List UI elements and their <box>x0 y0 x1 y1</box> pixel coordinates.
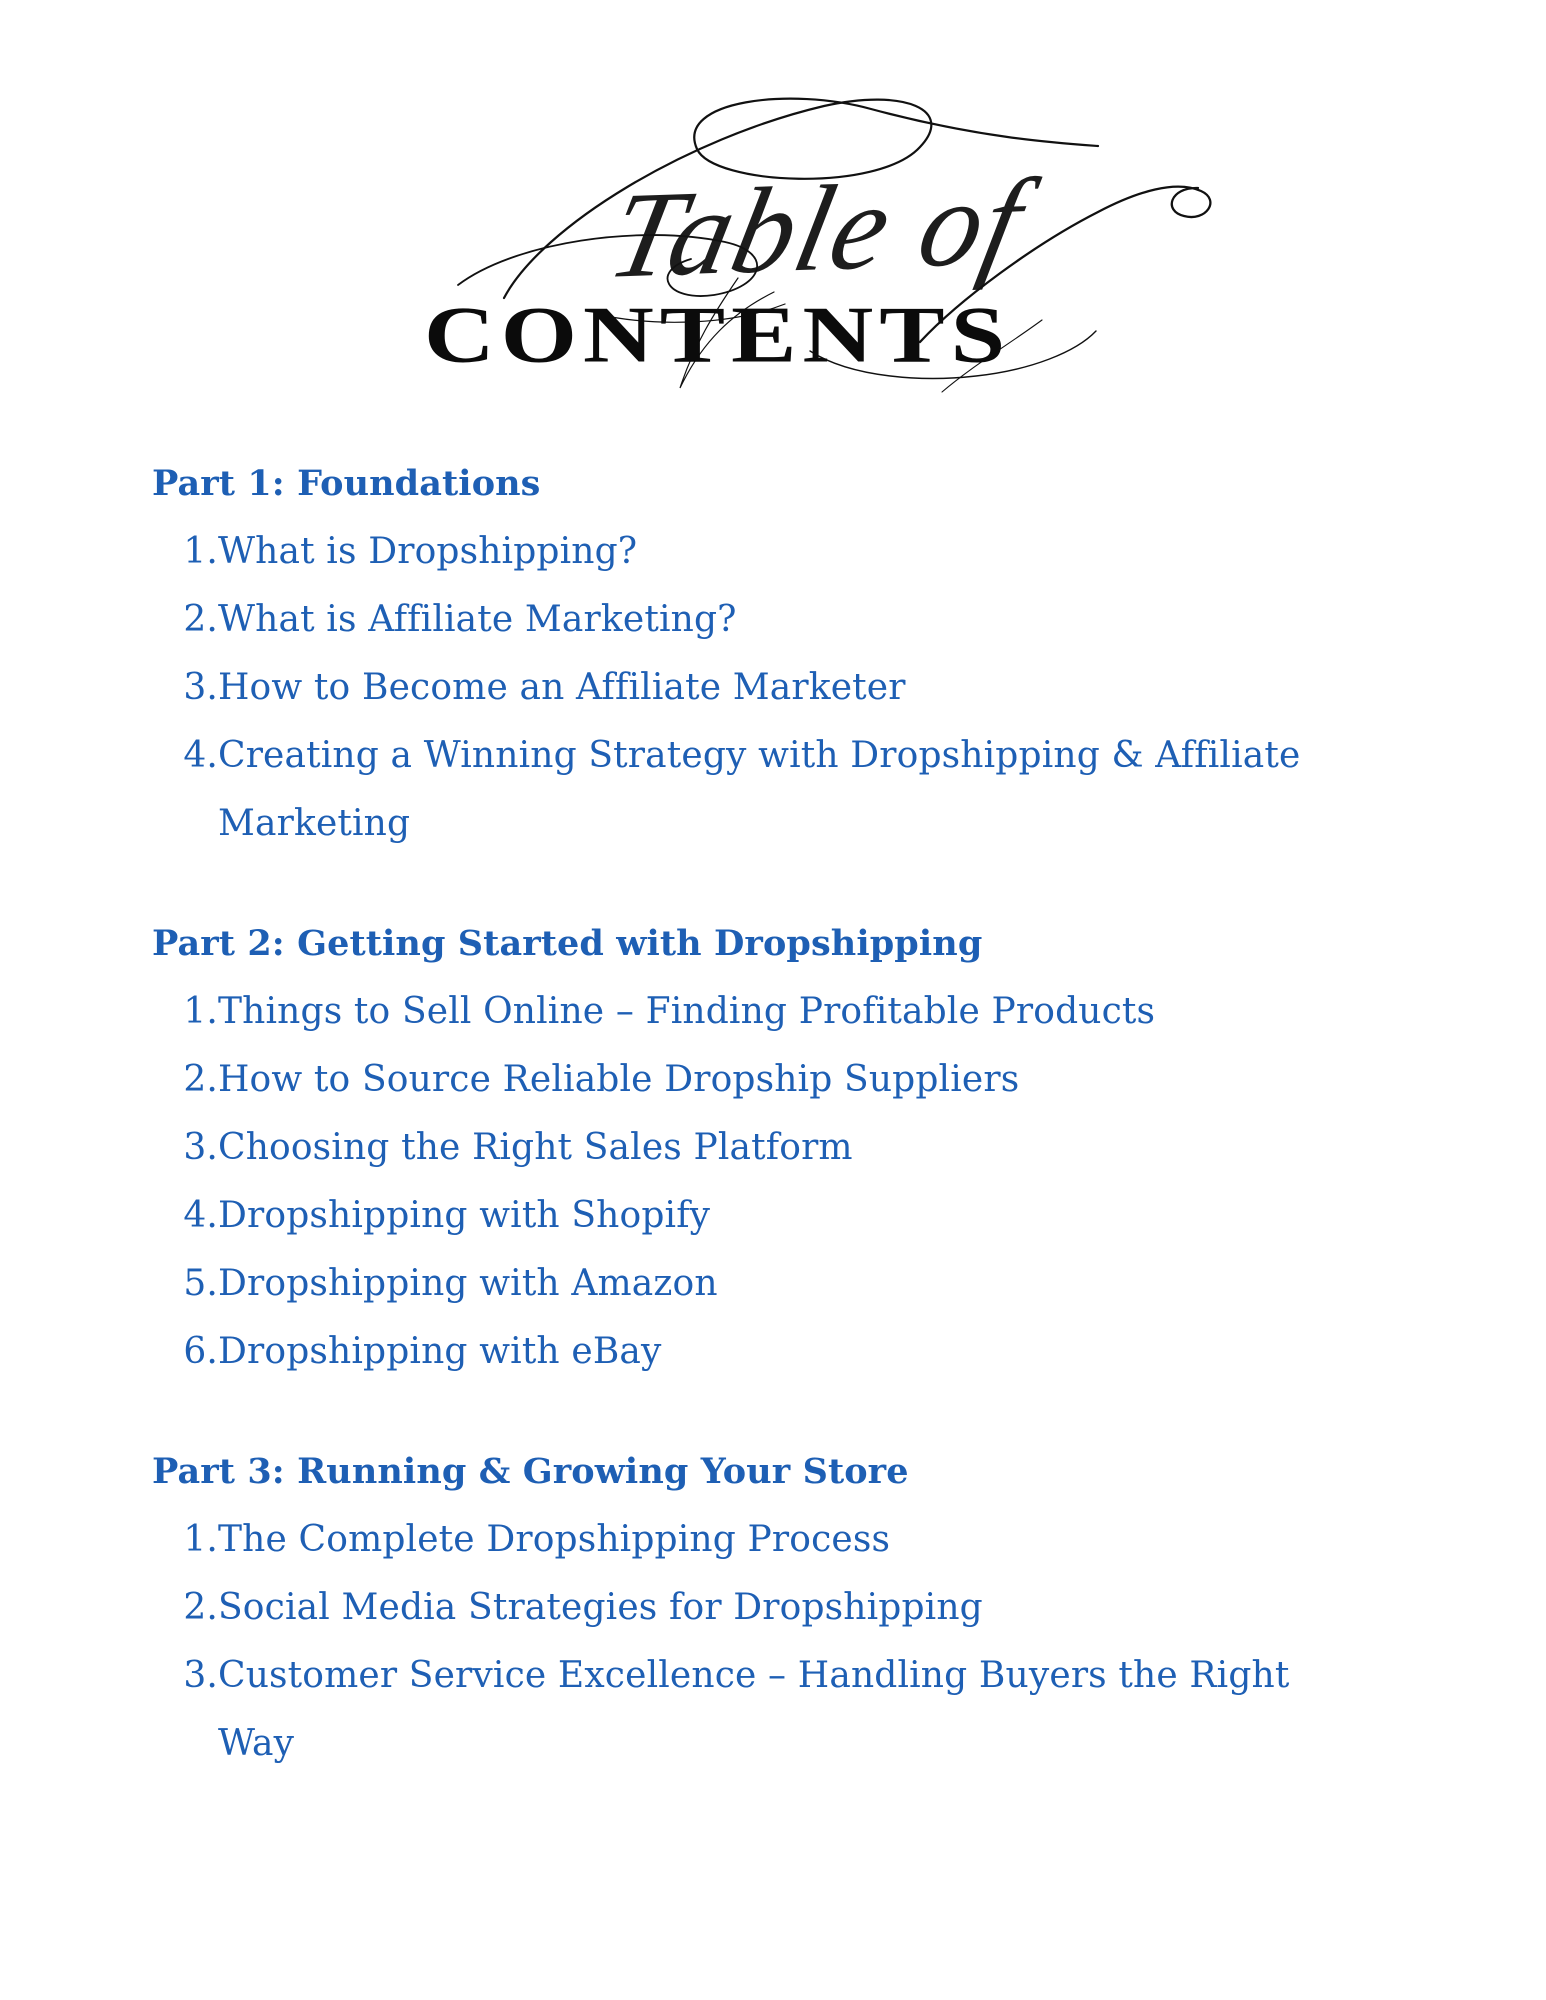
toc-item <box>152 1046 1402 1114</box>
item-text: The Complete Dropshipping Process <box>218 1519 891 1560</box>
item-text: Dropshipping with Amazon <box>218 1263 718 1304</box>
item-number: 2. <box>183 1587 218 1628</box>
toc-part <box>152 450 1402 858</box>
title-block <box>420 100 1220 420</box>
page-title: CONTENTS <box>424 290 1012 380</box>
item-text: How to Become an Affiliate Marketer <box>218 667 906 708</box>
item-number: 1. <box>183 531 218 572</box>
item-number: 5. <box>183 1263 218 1304</box>
item-number: 1. <box>183 1519 218 1560</box>
toc-item <box>152 722 1402 858</box>
toc-item <box>152 518 1402 586</box>
toc-item <box>152 654 1402 722</box>
toc-item <box>152 1182 1402 1250</box>
toc-item <box>152 1574 1402 1642</box>
part-title: Part 2: Getting Started with Dropshipping <box>152 923 983 964</box>
item-text: Things to Sell Online – Finding Profitable Products <box>218 991 1156 1032</box>
toc-item <box>152 1114 1402 1182</box>
script-title: Table of <box>598 153 1036 305</box>
toc-item <box>152 586 1402 654</box>
item-text: Social Media Strategies for Dropshipping <box>218 1587 983 1628</box>
item-number: 3. <box>183 1127 218 1168</box>
toc-item <box>152 1318 1402 1386</box>
item-number: 2. <box>183 599 218 640</box>
toc-list <box>152 1506 1402 1778</box>
item-text: Customer Service Excellence – Handling Buyers the Right Way <box>218 1655 1290 1764</box>
item-text: Creating a Winning Strategy with Dropshipping & Affiliate Marketing <box>218 735 1301 844</box>
item-number: 2. <box>183 1059 218 1100</box>
toc-list <box>152 978 1402 1386</box>
toc-part <box>152 910 1402 1386</box>
item-text: Dropshipping with eBay <box>218 1331 662 1372</box>
toc-item <box>152 978 1402 1046</box>
item-number: 6. <box>183 1331 218 1372</box>
item-number: 1. <box>183 991 218 1032</box>
toc-part <box>152 1438 1402 1778</box>
toc-item <box>152 1506 1402 1574</box>
toc-list <box>152 518 1402 858</box>
table-of-contents <box>152 450 1402 1830</box>
item-text: Choosing the Right Sales Platform <box>218 1127 853 1168</box>
part-title: Part 1: Foundations <box>152 463 541 504</box>
item-text: How to Source Reliable Dropship Suppliers <box>218 1059 1020 1100</box>
toc-item <box>152 1250 1402 1318</box>
item-number: 4. <box>183 735 218 776</box>
item-number: 3. <box>183 1655 218 1696</box>
item-text: What is Dropshipping? <box>218 531 638 572</box>
item-text: Dropshipping with Shopify <box>218 1195 711 1236</box>
item-number: 3. <box>183 667 218 708</box>
item-text: What is Affiliate Marketing? <box>218 599 737 640</box>
item-number: 4. <box>183 1195 218 1236</box>
toc-item <box>152 1642 1402 1778</box>
part-title: Part 3: Running & Growing Your Store <box>152 1451 909 1492</box>
